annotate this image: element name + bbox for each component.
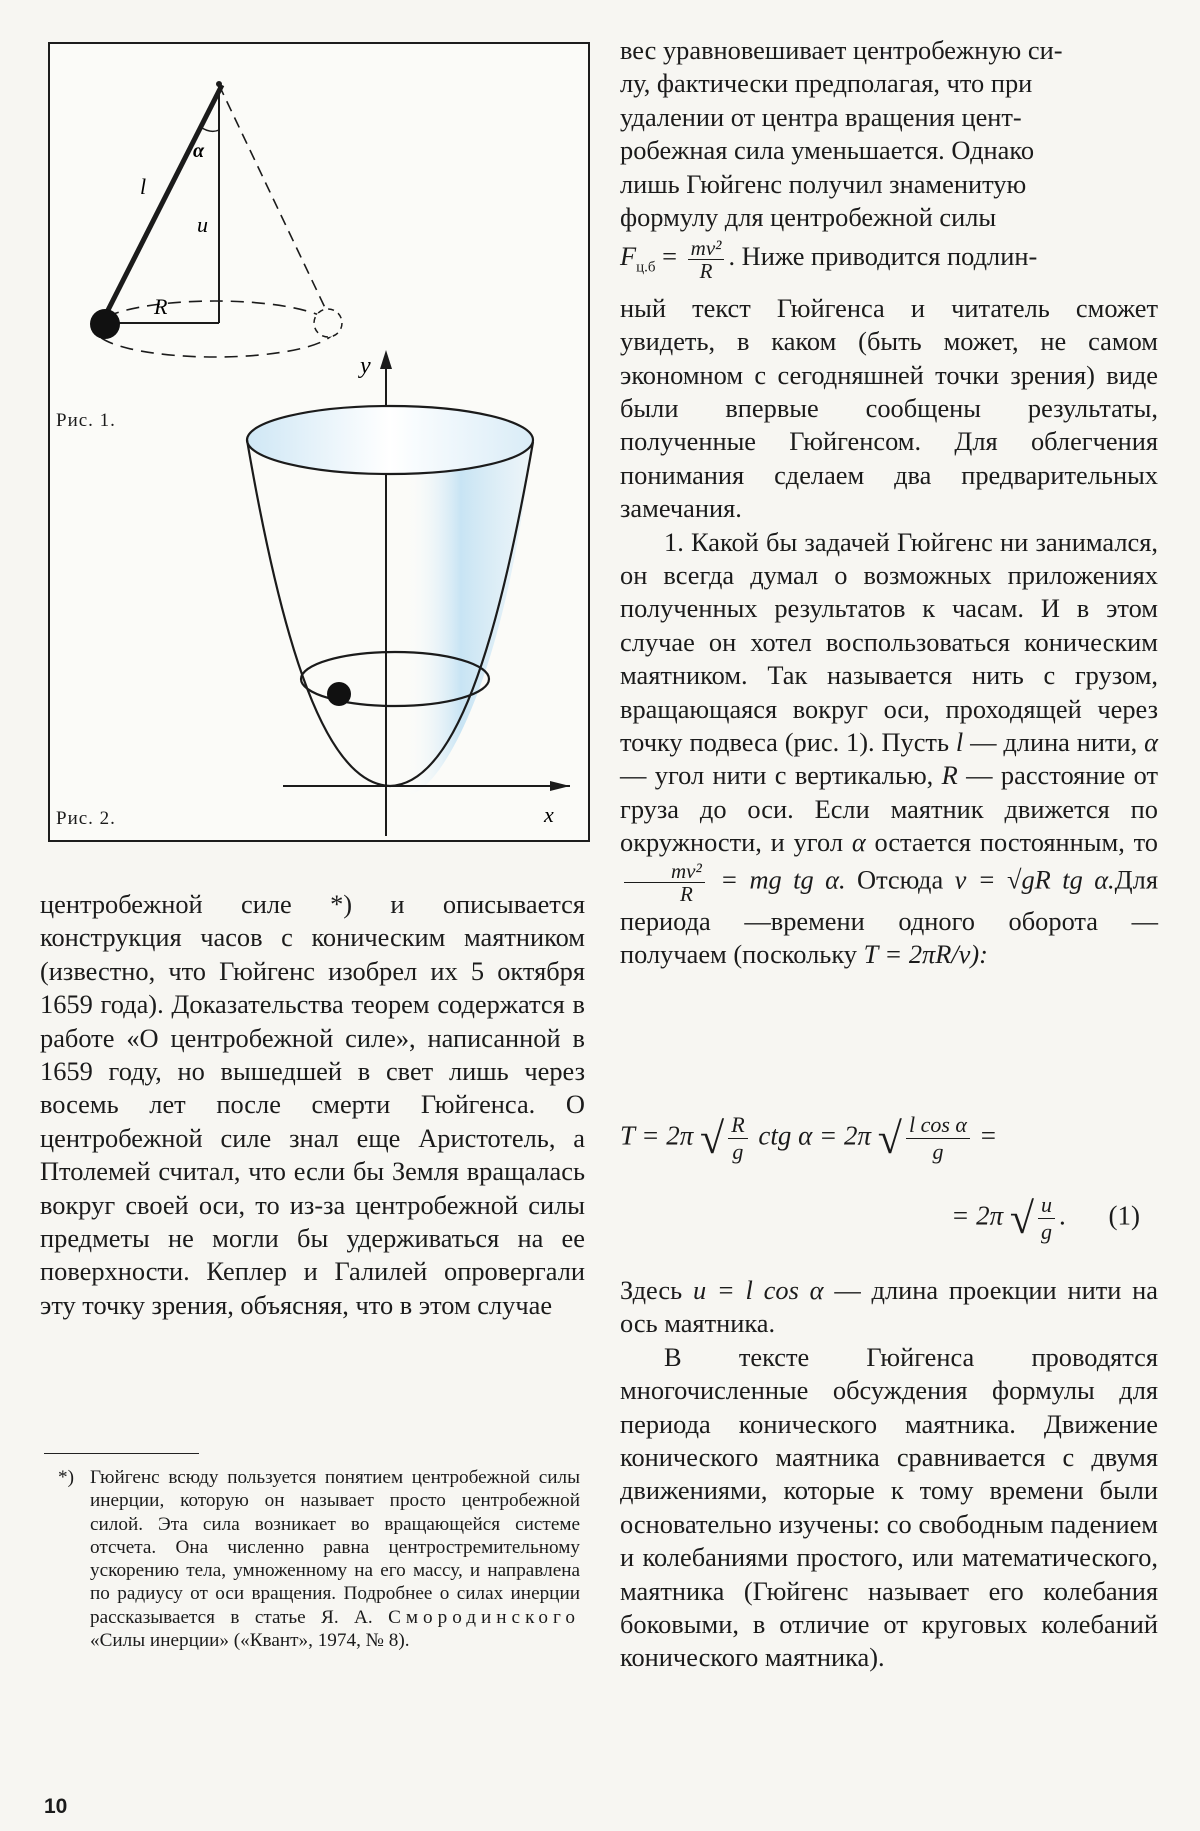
rotating-ball bbox=[327, 682, 351, 706]
para2-dash1: — длина нити, bbox=[970, 727, 1138, 757]
right-line-6: формулу для центробежной силы bbox=[620, 202, 997, 233]
sqrt-sign-1: √ bbox=[700, 1114, 725, 1163]
sym-alpha-2: α bbox=[851, 827, 866, 858]
right-line-1: вес уравновешивает центробежную си- bbox=[620, 35, 1063, 65]
eq1b-lhs: = 2π bbox=[951, 1200, 1004, 1231]
label-x: x bbox=[544, 802, 554, 827]
label-R: R bbox=[154, 294, 168, 319]
formula-F-num: mv² bbox=[688, 237, 725, 260]
footnote-text: Гюйгенс всюду пользуется понятием центробежной силы инерции, которую он называет просто центробежной силой. Эта сила возникает во вращающейся системе отсчета. Она численно равна центростремительному ускорению тела, умноженному на его массу, и направлена по радиусу от оси вращения. Подробнее о силах инерции рассказывается в статье Я. А. bbox=[90, 1467, 580, 1628]
eq1-lhs: T = 2π bbox=[620, 1120, 694, 1151]
formula-F-eq: = bbox=[662, 241, 678, 272]
right-paragraph-2 bbox=[620, 526, 1158, 972]
footnote-mark: *) bbox=[58, 1467, 74, 1488]
sym-alpha: α bbox=[1144, 727, 1158, 757]
right-line-4: робежная сила уменьшается. Однако bbox=[620, 135, 1035, 166]
sym-R: R bbox=[941, 760, 958, 791]
eq1-f1num: R bbox=[728, 1112, 747, 1139]
footnote-author: Смородинского bbox=[388, 1606, 581, 1628]
centrifugal-formula-line bbox=[620, 236, 1158, 287]
pendulum-bob bbox=[90, 309, 120, 339]
otsyuda: Отсюда bbox=[857, 864, 944, 895]
right-line-3: удалении от центра вращения цент- bbox=[620, 101, 1022, 132]
eq1b-fden: g bbox=[1041, 1219, 1053, 1244]
right-column-top bbox=[620, 34, 1158, 971]
label-alpha: α bbox=[193, 140, 205, 162]
eq1b-dot: . bbox=[1059, 1200, 1066, 1231]
eq1-f2den: g bbox=[932, 1139, 944, 1164]
sym-l: l bbox=[955, 727, 964, 757]
figure-2-paraboloid bbox=[247, 350, 570, 836]
after-formula-text: . Ниже приводится подлин- bbox=[728, 241, 1038, 272]
formula-F-den: R bbox=[699, 258, 713, 283]
formula-F-subscript: ц.б bbox=[636, 259, 656, 276]
footnote-ref: «Силы инерции» («Квант», 1974, № 8). bbox=[90, 1630, 410, 1652]
period-text: Для периода —времени одного оборота — получаем (поскольку bbox=[620, 864, 1158, 970]
mv2-num: mv² bbox=[624, 860, 705, 883]
u-def: u = l cos α bbox=[692, 1275, 824, 1305]
equation-number: (1) bbox=[1108, 1200, 1140, 1231]
figure-box bbox=[48, 42, 590, 842]
footnote bbox=[58, 1466, 581, 1652]
caption-fig-1: Рис. 1. bbox=[56, 410, 116, 431]
eq1-frac1 bbox=[728, 1112, 747, 1165]
T-def: T = 2πR/v): bbox=[863, 939, 988, 970]
para2-dash4: остается постоянным, то bbox=[874, 827, 1158, 858]
figure-1-conical-pendulum bbox=[90, 81, 342, 357]
mv2-den: R bbox=[679, 881, 693, 906]
para2-start: 1. Какой бы задачей Гюйгенс ни занимался, он всегда думал о возможных приложениях полученных результатов к часам. И в этом случае он хотел воспользоваться коническим маятником. Так называется нить с грузом, вращающаяся вокруг оси, проходящей через точку подвеса (рис. 1). Пусть bbox=[620, 526, 1158, 757]
figure-drawing bbox=[50, 44, 592, 844]
sqrt-sign-3: √ bbox=[1009, 1194, 1035, 1243]
eq1-f1den: g bbox=[732, 1139, 744, 1164]
left-column bbox=[40, 888, 585, 1322]
label-l: l bbox=[140, 174, 147, 199]
eq1-frac2 bbox=[906, 1112, 970, 1165]
v-formula: v = √gR tg α. bbox=[954, 864, 1115, 895]
caption-fig-2: Рис. 2. bbox=[56, 808, 116, 829]
eq1b-fnum: u bbox=[1038, 1192, 1055, 1219]
right-line-5: лишь Гюйгенс получил знаменитую bbox=[620, 168, 1027, 199]
eq1-tail: = bbox=[980, 1120, 996, 1151]
para2-dash3: — расстояние от груза до оси. Если маятник движется по окружности, и угол bbox=[620, 760, 1158, 858]
label-u: u bbox=[197, 212, 208, 237]
eq1-f2num: l cos α bbox=[906, 1112, 970, 1139]
equation-1-line-1 bbox=[620, 1112, 1158, 1165]
page-number: 10 bbox=[44, 1795, 68, 1818]
zdes: Здесь bbox=[620, 1275, 683, 1305]
left-paragraph: центробежной силе *) и описывается конструкция часов с коническим маятником (известно, что Гюйгенс изобрел их 5 октября 1659 года). Доказательства теорем содержатся в работе «О центробежной силе», написанной в 1659 году, но вышедшей в свет лишь через восемь лет после смерти Гюйгенса. О центробежной силе знал еще Аристотель, а Птолемей считал, что если бы Земля вращалась вокруг своей оси, то из-за центробежной силы предметы не могли бы удерживаться на ее поверхности. Кеплер и Галилей опровергали эту точку зрения, объясняя, что в этом случае bbox=[40, 889, 585, 1320]
right-paragraph-1: ный текст Гюйгенса и читатель сможет увидеть, в каком (быть может, не самом экономном с сегодняшней точки зрения) виде были впервые сообщены результаты, полученные Гюйгенсом. Для облегчения понимания сделаем два предварительных замечания. bbox=[620, 292, 1158, 524]
footnote-rule bbox=[44, 1453, 199, 1454]
right-line-2: лу, фактически предполагая, что при bbox=[620, 68, 1033, 99]
zdes-paragraph bbox=[620, 1274, 1158, 1341]
right-paragraph-3: В тексте Гюйгенса проводятся многочисленные обсуждения формулы для периода конического маятника. Движение конического маятника сравнивается с двумя движениями, которые к тому времени были основательно изучены: со свободным падением и колебаниями простого, или математического, маятника (Гюйгенс называет его колебания боковыми, в отличие от круговых колебаний конического маятника). bbox=[620, 1341, 1158, 1673]
label-y: y bbox=[360, 353, 371, 379]
right-column-bottom bbox=[620, 1274, 1158, 1675]
eq1-mid: ctg α = 2π bbox=[758, 1120, 872, 1151]
formula-F: F bbox=[620, 241, 637, 272]
para2-dash2: — угол нити с вертикалью, bbox=[620, 760, 934, 791]
formula-F-fraction bbox=[688, 237, 725, 282]
equation-1-line-2 bbox=[620, 1192, 1140, 1245]
sqrt-sign-2: √ bbox=[877, 1114, 902, 1163]
eq1b-frac bbox=[1038, 1192, 1055, 1245]
mv2-over-R bbox=[624, 860, 705, 905]
zdes-rest: — длина проекции нити на ось маятника. bbox=[620, 1275, 1158, 1339]
eq-mid: = mg tg α. bbox=[720, 864, 846, 895]
